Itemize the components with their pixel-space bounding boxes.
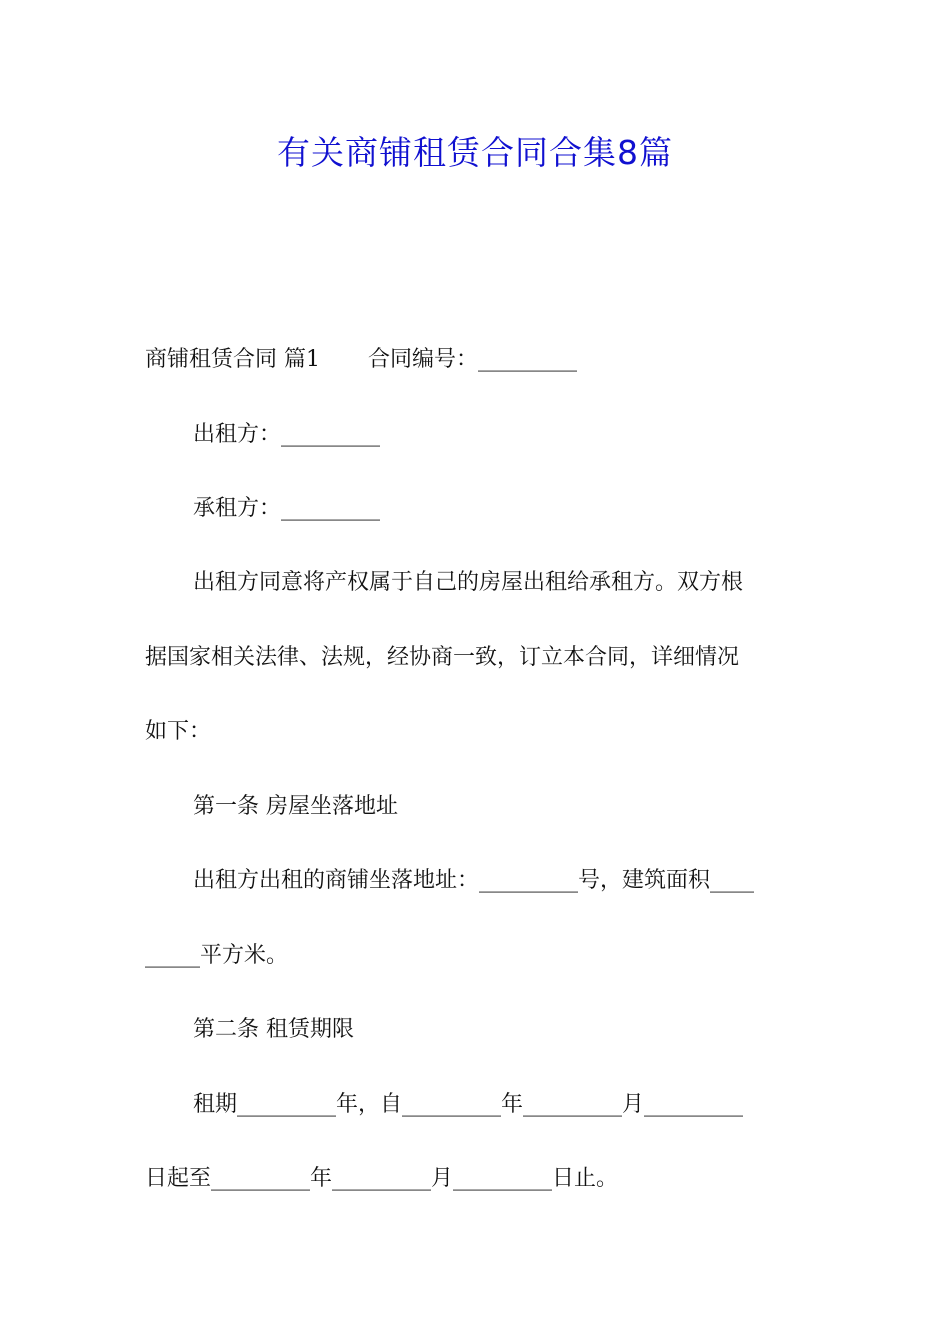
article-1-line-2: _____平方米。 <box>145 943 289 968</box>
contract-number-field: 合同编号：_________ <box>368 347 578 372</box>
article-2-title: 第二条 租赁期限 <box>193 1017 354 1042</box>
article-1-title: 第一条 房屋坐落地址 <box>193 794 398 819</box>
intro-paragraph-line-1: 出租方同意将产权属于自己的房屋出租给承租方。双方根 <box>193 570 744 595</box>
article-2-line-1: 租期_________年，自_________年_________月_________ <box>193 1092 744 1117</box>
contract-heading-label: 商铺租赁合同 篇1 <box>145 347 320 372</box>
document-title: 有关商铺租赁合同合集8篇 <box>277 133 673 172</box>
lessor-line: 出租方：_________ <box>193 422 381 447</box>
contract-heading-row <box>145 344 810 376</box>
article-2-line-2: 日起至_________年_________月_________日止。 <box>145 1166 619 1191</box>
intro-paragraph-line-3: 如下： <box>145 719 212 744</box>
article-1-line-1: 出租方出租的商铺坐落地址：_________号，建筑面积____ <box>193 868 755 893</box>
lessee-line: 承租方：_________ <box>193 496 381 521</box>
intro-paragraph-line-2: 据国家相关法律、法规，经协商一致，订立本合同，详细情况 <box>145 645 740 670</box>
